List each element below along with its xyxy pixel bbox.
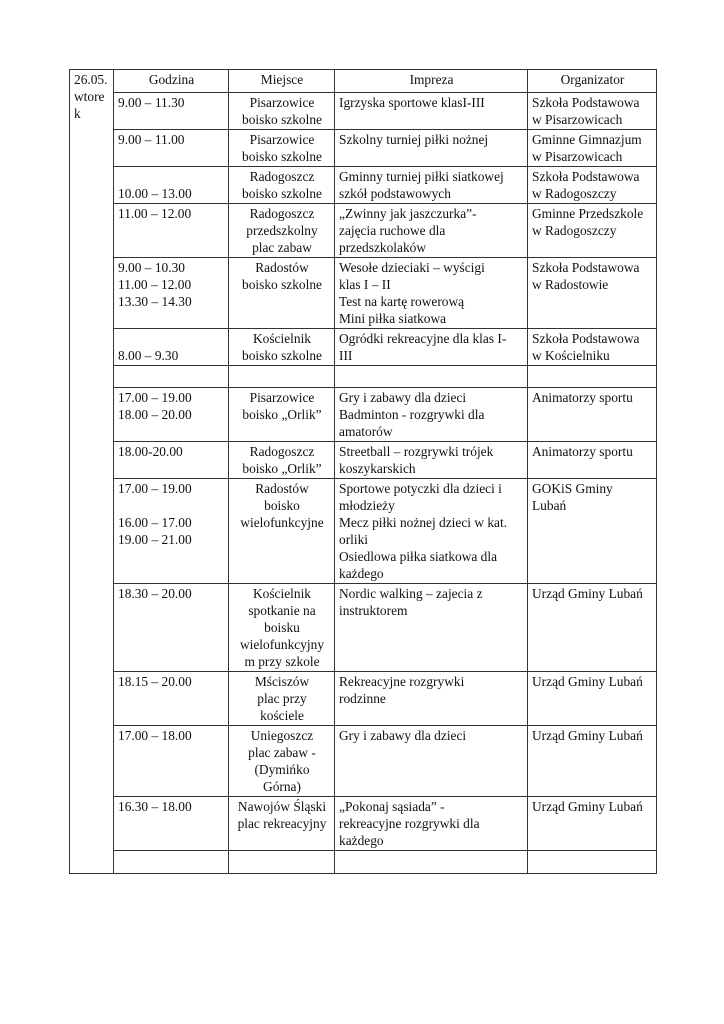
cell-organizator: Szkoła Podstawowa w Radogoszczy <box>528 167 657 204</box>
cell-impreza: Gminny turniej piłki siatkowej szkół podstawowych <box>335 167 528 204</box>
header-godzina: Godzina <box>114 70 229 93</box>
cell-organizator: Gminne Przedszkole w Radogoszczy <box>528 204 657 258</box>
cell-organizator: Urząd Gminy Lubań <box>528 797 657 851</box>
cell-impreza: Streetball – rozgrywki trójek koszykarskich <box>335 442 528 479</box>
cell-organizator: GOKiS Gminy Lubań <box>528 479 657 584</box>
cell-impreza: Rekreacyjne rozgrywki rodzinne <box>335 672 528 726</box>
cell-impreza: Sportowe potyczki dla dzieci i młodzieży Mecz piłki nożnej dzieci w kat. orliki Osiedlowa piłka siatkowa dla każdego <box>335 479 528 584</box>
cell-miejsce: Radogoszcz przedszkolny plac zabaw <box>229 204 335 258</box>
cell-organizator: Gminne Gimnazjum w Pisarzowicach <box>528 130 657 167</box>
cell-godzina: 9.00 – 10.30 11.00 – 12.00 13.30 – 14.30 <box>114 258 229 329</box>
cell-organizator: Szkoła Podstawowa w Radostowie <box>528 258 657 329</box>
table-row <box>70 388 657 442</box>
cell-miejsce: Radostów boisko wielofunkcyjne <box>229 479 335 584</box>
cell-impreza: Szkolny turniej piłki nożnej <box>335 130 528 167</box>
cell-impreza: „Zwinny jak jaszczurka”- zajęcia ruchowe dla przedszkolaków <box>335 204 528 258</box>
table-row-empty <box>70 366 657 388</box>
cell-godzina: 16.30 – 18.00 <box>114 797 229 851</box>
table-row <box>70 584 657 672</box>
cell-impreza: Wesołe dzieciaki – wyścigi klas I – II Test na kartę rowerową Mini piłka siatkowa <box>335 258 528 329</box>
cell-miejsce: Kościelnik spotkanie na boisku wielofunkcyjny m przy szkole <box>229 584 335 672</box>
cell-godzina: 11.00 – 12.00 <box>114 204 229 258</box>
cell-organizator: Animatorzy sportu <box>528 388 657 442</box>
cell-godzina: 17.00 – 19.00 18.00 – 20.00 <box>114 388 229 442</box>
cell-organizator: Urząd Gminy Lubań <box>528 726 657 797</box>
cell-miejsce: Radogoszcz boisko szkolne <box>229 167 335 204</box>
cell-miejsce: Pisarzowice boisko „Orlik” <box>229 388 335 442</box>
cell-impreza: Ogródki rekreacyjne dla klas I- III <box>335 329 528 366</box>
table-row <box>70 442 657 479</box>
table-row <box>70 329 657 366</box>
table-row <box>70 672 657 726</box>
table-row <box>70 204 657 258</box>
cell-godzina <box>114 366 229 388</box>
header-miejsce: Miejsce <box>229 70 335 93</box>
cell-organizator: Animatorzy sportu <box>528 442 657 479</box>
cell-godzina: 18.15 – 20.00 <box>114 672 229 726</box>
table-row <box>70 797 657 851</box>
cell-miejsce: Pisarzowice boisko szkolne <box>229 130 335 167</box>
cell-miejsce <box>229 366 335 388</box>
cell-miejsce: Radogoszcz boisko „Orlik” <box>229 442 335 479</box>
cell-impreza: Gry i zabawy dla dzieci <box>335 726 528 797</box>
event-schedule-table <box>69 69 657 874</box>
cell-impreza: „Pokonaj sąsiada” - rekreacyjne rozgrywki dla każdego <box>335 797 528 851</box>
table-row <box>70 130 657 167</box>
cell-impreza: Gry i zabawy dla dzieci Badminton - rozgrywki dla amatorów <box>335 388 528 442</box>
cell-miejsce: Kościelnik boisko szkolne <box>229 329 335 366</box>
cell-miejsce: Mściszów plac przy kościele <box>229 672 335 726</box>
cell-miejsce: Nawojów Śląski plac rekreacyjny <box>229 797 335 851</box>
table-row <box>70 167 657 204</box>
header-organizator: Organizator <box>528 70 657 93</box>
cell-organizator: Szkoła Podstawowa w Pisarzowicach <box>528 93 657 130</box>
cell-godzina <box>114 851 229 874</box>
date-cell: 26.05. wtore k <box>70 70 114 874</box>
table-header-row <box>70 70 657 93</box>
cell-godzina: 10.00 – 13.00 <box>114 167 229 204</box>
cell-miejsce: Radostów boisko szkolne <box>229 258 335 329</box>
header-impreza: Impreza <box>335 70 528 93</box>
cell-godzina: 18.30 – 20.00 <box>114 584 229 672</box>
cell-organizator: Szkoła Podstawowa w Kościelniku <box>528 329 657 366</box>
cell-miejsce: Uniegoszcz plac zabaw - (Dymińko Górna) <box>229 726 335 797</box>
cell-godzina: 18.00-20.00 <box>114 442 229 479</box>
cell-godzina: 17.00 – 19.00 16.00 – 17.00 19.00 – 21.00 <box>114 479 229 584</box>
cell-miejsce: Pisarzowice boisko szkolne <box>229 93 335 130</box>
cell-organizator: Urząd Gminy Lubań <box>528 584 657 672</box>
cell-impreza <box>335 366 528 388</box>
cell-godzina: 17.00 – 18.00 <box>114 726 229 797</box>
cell-miejsce <box>229 851 335 874</box>
cell-godzina: 8.00 – 9.30 <box>114 329 229 366</box>
table-row <box>70 93 657 130</box>
cell-godzina: 9.00 – 11.30 <box>114 93 229 130</box>
cell-impreza: Nordic walking – zajecia z instruktorem <box>335 584 528 672</box>
cell-impreza <box>335 851 528 874</box>
cell-godzina: 9.00 – 11.00 <box>114 130 229 167</box>
cell-organizator: Urząd Gminy Lubań <box>528 672 657 726</box>
table-row-empty <box>70 851 657 874</box>
cell-impreza: Igrzyska sportowe klasI-III <box>335 93 528 130</box>
table-row <box>70 726 657 797</box>
table-row <box>70 479 657 584</box>
cell-organizator <box>528 851 657 874</box>
cell-organizator <box>528 366 657 388</box>
table-row <box>70 258 657 329</box>
